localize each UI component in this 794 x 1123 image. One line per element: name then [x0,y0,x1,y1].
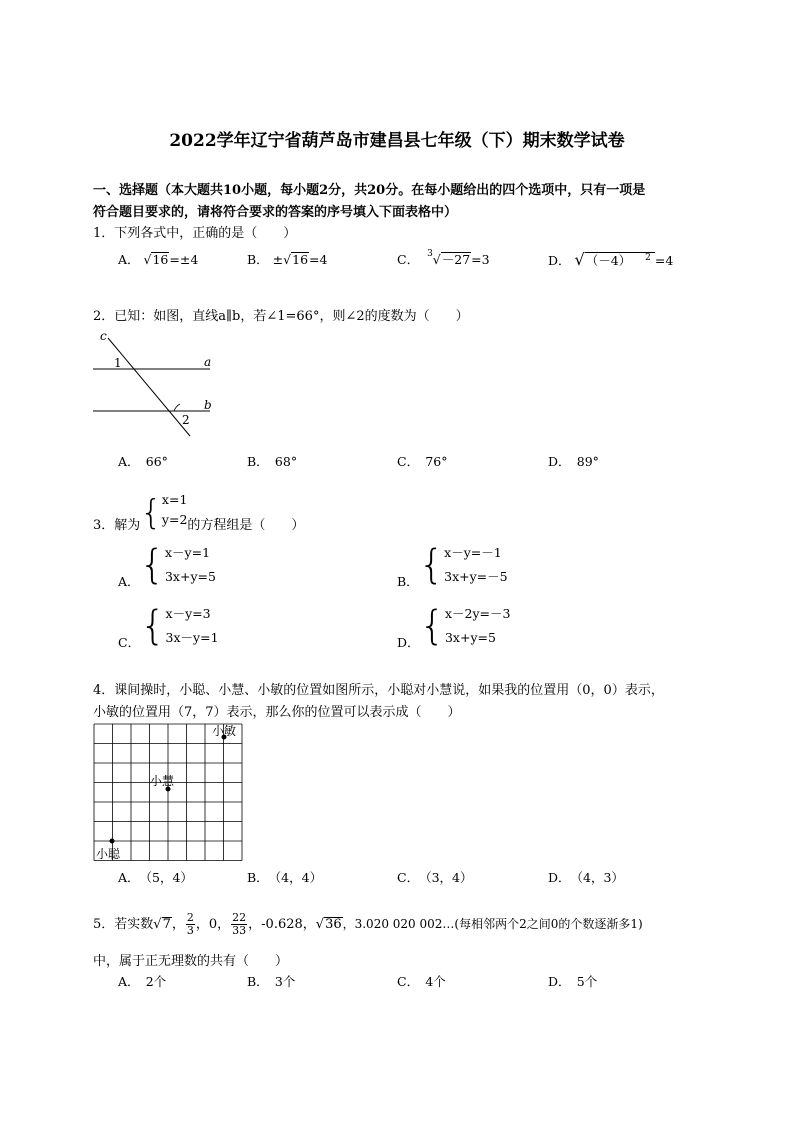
q5-f1-den: 3 [186,924,194,938]
q5-mid1: ，0， [195,917,231,933]
section-heading-line1: 一、选择题（本大题共10小题，每小题2分，共20分。在每小题给出的四个选项中，只有一项是 [93,183,646,198]
q3-stem [93,490,305,533]
q5-f2-den: 33 [232,924,247,938]
q5-mid2: ，-0.628， [248,917,316,933]
label-xiaocong: 小聪 [96,847,121,861]
q1-d-rest: =4 [654,253,674,268]
q4-stem-line2: 小敏的位置用（7，7）表示，那么你的位置可以表示成（ ） [93,705,461,720]
q1-a-rest: =±4 [169,252,199,267]
q3-c-label: C． [118,635,141,650]
q1-b-pre: ± [272,252,284,267]
q5-rad36: 36 [325,917,342,933]
q3-d-label: D． [397,635,420,650]
radical-sign: √ [153,917,162,933]
q2-option-a: A． 66° [118,454,168,469]
q1-d-base: （－4） [585,253,632,268]
q3-b-label: B． [397,574,419,589]
q5-f1-num: 2 [186,911,194,924]
q3-d-eq2: 3x+y=5 [444,630,496,645]
q3-c-eq2: 3x－y=1 [165,630,219,645]
q5-rad7: 7 [162,917,171,933]
q3-d-system [445,602,511,650]
q1-b-rest: =4 [309,252,328,267]
q2-option-b: B． 68° [247,454,298,469]
angle-1-label: 1 [114,356,122,370]
q4-option-a: A． （5，4） [118,870,193,885]
label-c: c [100,329,107,343]
q3-solution [162,490,188,530]
q3-b-eq2: 3x+y=－5 [444,569,508,584]
angle-2-label: 2 [182,413,190,427]
q4-option-d: D． （4，3） [548,870,624,885]
q5-stem-line1: 5．若实数√7， $\frac{2}{3}$ ，0， $\frac{22}{33}$ ，-0.628，√36，3.020 020 002…(每相邻两个2之间0的个数逐渐多1) [93,911,643,938]
q2-option-d: D． 89° [548,454,599,469]
q3-stem-pre: 3．解为 [93,518,141,533]
parallel-lines-figure [88,326,228,441]
radical-sign: √ [283,252,292,267]
q4-option-b: B． （4，4） [247,870,323,885]
q3-b-eq1: x－y=－1 [444,545,502,560]
q3-c-system [166,602,219,650]
q4-stem-line1: 4．课间操时，小聪、小慧、小敏的位置如图所示，小聪对小慧说，如果我的位置用（0，0）表示， [93,683,664,698]
brace-icon: { [418,542,445,588]
q5-f2-num: 22 [232,911,247,924]
q5-frac-2-3 [186,912,195,937]
angle-2-arc [174,404,180,411]
q5-option-d: D． 5个 [548,974,598,989]
label-a: a [204,355,212,369]
brace-icon: { [419,603,445,649]
line-c [108,338,190,436]
q1-option-b [247,250,327,268]
q1-option-c [397,250,490,268]
brace-icon: { [139,542,165,588]
q5-pre: 5．若实数 [93,917,154,933]
q5-option-b: B． 3个 [247,974,296,989]
q3-a-eq2: 3x+y=5 [164,569,216,584]
q3-a-system [165,541,216,589]
label-xiaohui: 小慧 [150,774,175,788]
position-grid-figure [92,722,244,862]
q3-option-c [118,602,219,650]
q3-sol-y: y=2 [161,512,188,527]
q3-sol-x: x=1 [161,492,188,507]
brace-icon: { [140,493,162,533]
q5-option-a: A． 2个 [118,974,167,989]
radical-sign: √ [315,917,325,933]
q4-option-c: C． （3，4） [397,870,473,885]
q1-c-rest: =3 [471,252,490,267]
q5-stem-line2: 中，属于正无理数的共有（ ） [93,954,289,969]
point-xiaocong [110,839,115,844]
q5-post: ，3.020 020 002…(每相邻两个2之间0的个数逐渐多1) [342,917,643,932]
q5-frac-22-33 [231,912,247,937]
q1-b-radicand: 16 [292,252,309,267]
q2-stem: 2．已知：如图，直线a∥b，若∠1=66°，则∠2的度数为（ ） [93,309,469,324]
radical-sign: √ [574,250,585,269]
q3-b-system [444,541,507,589]
brace-icon: { [140,603,166,649]
section-heading-line2: 符合题目要求的，请将符合要求的答案的序号填入下面表格中） [93,205,458,220]
q1-option-d [548,250,673,269]
q1-d-exponent: 2 [645,252,651,263]
radical-sign: √ [432,252,441,267]
q3-d-eq1: x－2y=－3 [444,606,511,621]
q3-c-eq1: x－y=3 [165,606,211,621]
q1-a-radicand: 16 [152,252,169,267]
q1-c-radicand: －27 [441,252,471,267]
q2-option-c: C． 76° [397,454,448,469]
q3-option-a [118,541,216,589]
q1-c-index: 3 [427,248,433,259]
q1-b-label: B． [247,252,269,267]
q3-a-label: A． [118,574,140,589]
q3-stem-post: 的方程组是（ ） [187,518,305,533]
q3-option-b [397,541,508,589]
q1-a-label: A． [118,252,140,267]
q3-option-d [397,602,510,650]
q3-a-eq1: x－y=1 [164,545,211,560]
q1-c-label: C． [397,252,420,267]
radical-sign: √ [143,252,152,267]
label-b: b [204,398,212,412]
label-xiaomin: 小敏 [212,724,237,738]
q5-option-c: C． 4个 [397,974,446,989]
q1-stem: 1．下列各式中，正确的是（ ） [93,226,297,241]
q1-option-a [118,250,198,268]
q1-d-label: D． [548,253,571,268]
q1-d-radicand [585,252,655,269]
page-title: 2022学年辽宁省葫芦岛市建昌县七年级（下）期末数学试卷 [169,131,625,151]
